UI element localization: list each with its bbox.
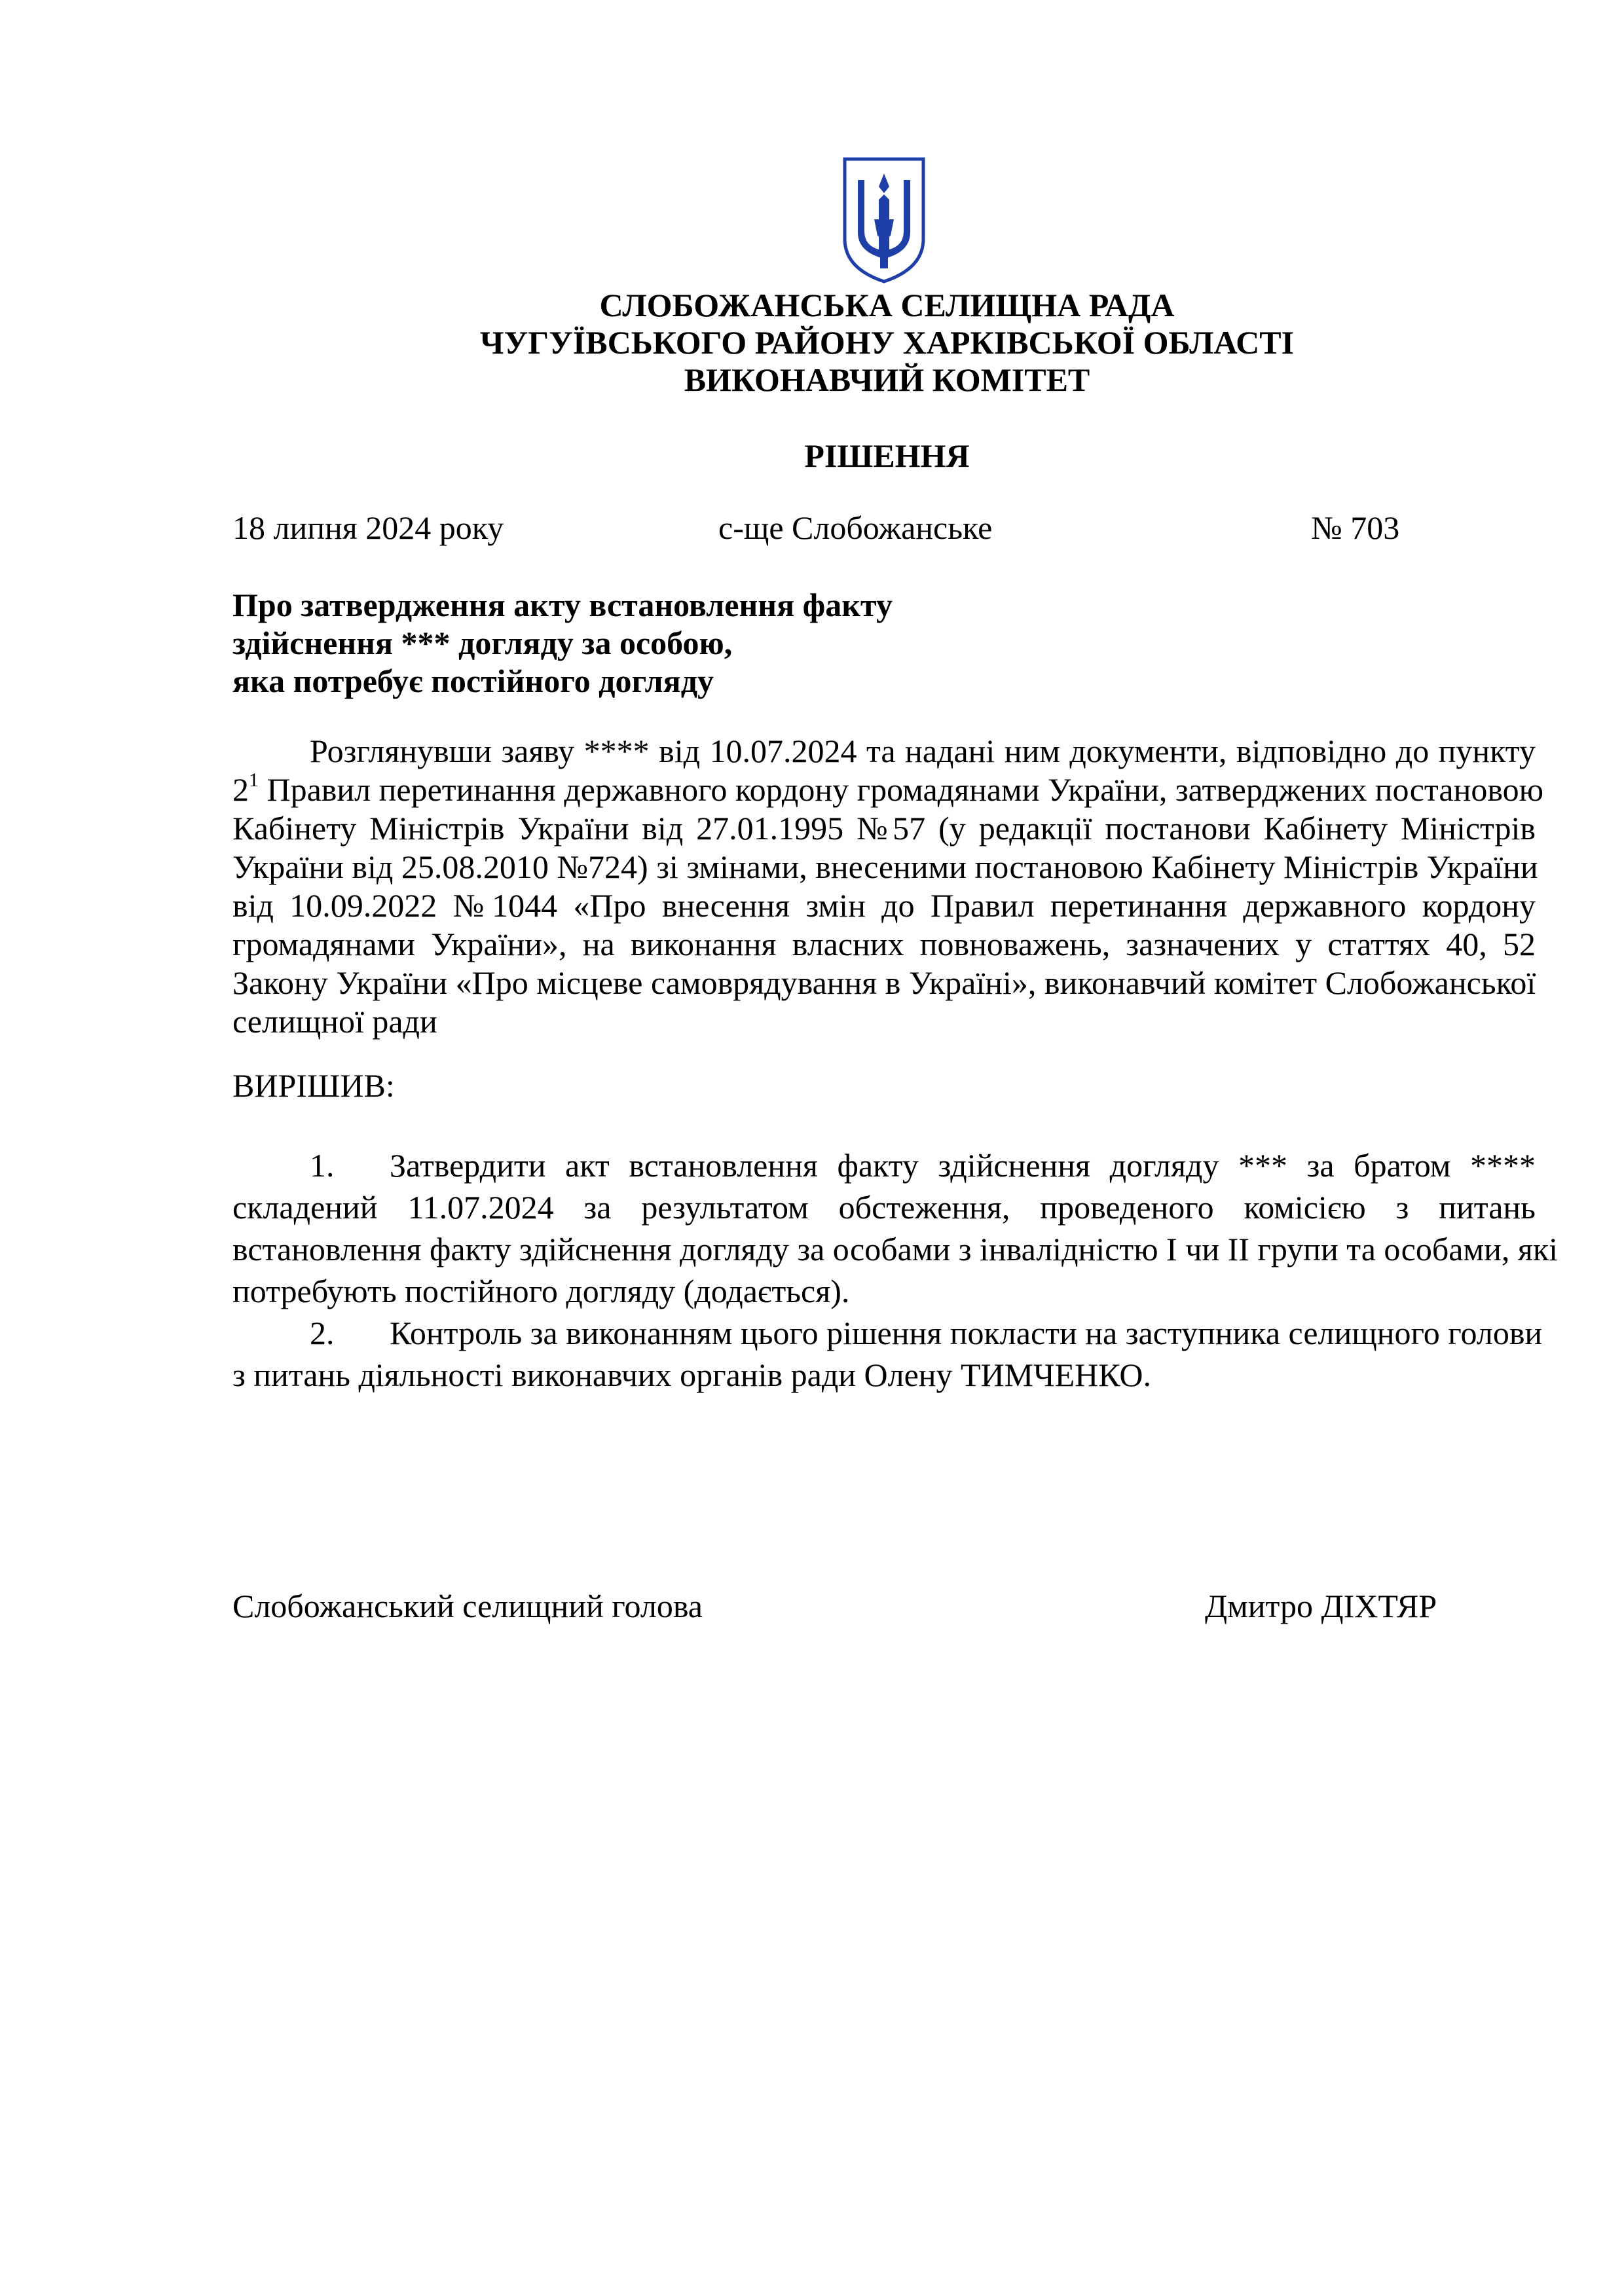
preamble-line: $2^1$ Правил перетинання державного кордону громадянами України, затверджених постановою xyxy=(232,769,1543,808)
preamble-line: Кабінету Міністрів України від 27.01.1995 №57 (у редакції постанови Кабінету Міністрів xyxy=(232,810,1536,847)
superscript: 1 xyxy=(249,769,259,791)
preamble-paragraph xyxy=(232,732,1543,1041)
decision-date: 18 липня 2024 року xyxy=(232,509,504,546)
preamble-line: від 10.09.2022 №1044 «Про внесення змін до Правил перетинання державного кордону xyxy=(232,887,1536,924)
item-line: 2. Контроль за виконанням цього рішення покласти на заступника селищного голови xyxy=(232,1312,1536,1354)
subject-line: здійснення *** догляду за особою, xyxy=(232,625,733,661)
subject-line: Про затвердження акту встановлення факту xyxy=(232,587,893,623)
item-line: 1. Затвердити акт встановлення факту здійснення догляду *** за братом **** xyxy=(232,1144,1536,1186)
item-number: 1. xyxy=(310,1147,335,1184)
decision-number: № 703 xyxy=(1311,509,1400,546)
resolved-heading: ВИРІШИВ: xyxy=(232,1067,395,1104)
item-line: потребують постійного догляду (додається). xyxy=(232,1273,850,1309)
preamble-line: Закону України «Про місцеве самоврядування в Україні», виконавчий комітет Слобожанської xyxy=(232,964,1536,1001)
subject-line: яка потребує постійного догляду xyxy=(232,663,714,699)
resolution-items xyxy=(232,1144,1559,1396)
preamble-line: України від 25.08.2010 №724) зі змінами, внесеними постановою Кабінету Міністрів України xyxy=(232,848,1538,885)
subject-heading xyxy=(232,586,1215,700)
trident-coat-of-arms-icon xyxy=(838,154,930,285)
item-line: з питань діяльності виконавчих органів ради Олену ТИМЧЕНКО. xyxy=(232,1357,1152,1393)
executive-committee: ВИКОНАВЧИЙ КОМІТЕТ xyxy=(684,361,1090,398)
preamble-line: Розглянувши заяву **** від 10.07.2024 та надані ним документи, відповідно до пункту xyxy=(310,733,1536,769)
preamble-line: громадянами України», на виконання власних повноважень, зазначених у статтях 40, 52 xyxy=(232,926,1536,962)
item-line: складений 11.07.2024 за результатом обстеження, проведеного комісією з питань xyxy=(232,1189,1536,1226)
header xyxy=(0,287,1624,399)
preamble-line: селищної ради xyxy=(232,1003,437,1040)
signatory-name: Дмитро ДІХТЯР xyxy=(1205,1588,1437,1624)
item-number: 2. xyxy=(310,1315,335,1351)
district-name: ЧУГУЇВСЬКОГО РАЙОНУ ХАРКІВСЬКОЇ ОБЛАСТІ xyxy=(479,324,1295,361)
signatory-role: Слобожанський селищний голова xyxy=(232,1588,703,1624)
decision-title: РІШЕННЯ xyxy=(804,437,970,474)
decision-place: с-ще Слобожанське xyxy=(718,509,993,546)
item-line: встановлення факту здійснення догляду за особами з інвалідністю I чи II групи та особами, які xyxy=(232,1231,1559,1267)
council-name: СЛОБОЖАНСЬКА СЕЛИЩНА РАДА xyxy=(599,287,1175,323)
